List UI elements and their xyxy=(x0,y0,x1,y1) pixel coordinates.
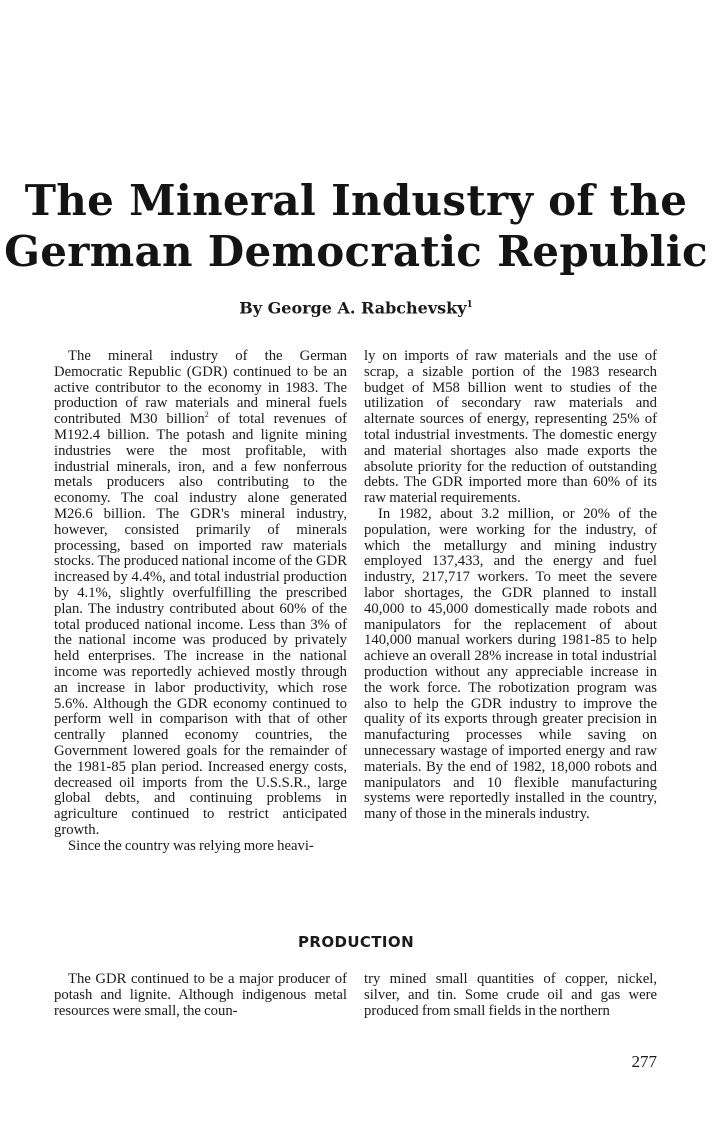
production-column-left xyxy=(54,972,347,1019)
production-paragraph-1-continued: try mined small quantities of copper, nickel, silver, and tin. Some crude oil and gas were produced from small fields in the northern xyxy=(364,971,657,1019)
intro-paragraph-2-continued: ly on imports of raw materials and the use of scrap, a sizable portion of the 1983 research budget of M58 billion went to studies of the utilization of secondary raw materials and alternate sources of energy, representing 25% of total industrial investments. The domestic energy and material shortages also made exports the absolute priority for the reduction of outstanding debts. The GDR imported more than 60% of its raw material requirements. xyxy=(364,348,657,507)
byline xyxy=(0,294,712,319)
production-column-right xyxy=(364,972,657,1019)
page-title-line-2: German Democratic Republic xyxy=(4,227,708,276)
intro-column-left xyxy=(54,349,347,855)
intro-paragraph-2: Since the country was relying more heavi- xyxy=(68,837,314,854)
production-paragraph-1: The GDR continued to be a major producer of potash and lignite. Although indigenous metal resources were small, the coun- xyxy=(54,971,347,1019)
author-footnote-mark: 1 xyxy=(466,300,473,310)
page-title-line-1: The Mineral Industry of the xyxy=(24,176,688,225)
intro-column-right xyxy=(364,349,657,823)
intro-paragraph-1-text-b: of total revenues of M192.4 billion. The potash and lignite mining industries were the most profitable, with industrial minerals, iron, and a few nonferrous metals producers also contributing to the economy. The coal industry alone generated M26.6 billion. The GDR's mineral industry, however, consisted primarily of minerals processing, based on imported raw materials stocks. The produced national income of the GDR increased by 4.4%, and total industrial production by 4.1%, slightly overfulfilling the prescribed plan. The industry contributed about 60% of the total produced national income. Less than 3% of the national income was produced by privately held enterprises. The increase in the national income was reportedly achieved mostly through an increase in labor productivity, which rose 5.6%. Although the GDR economy continued to perform well in comparison with that of other centrally planned economy countries, the Government lowered goals for the remainder of the 1981-85 plan period. Increased energy costs, decreased oil imports from the U.S.S.R., large global debts, and continuing problems in agriculture continued to restrict anticipated growth. xyxy=(54,411,347,838)
intro-paragraph-1 xyxy=(54,349,347,839)
author-name: By George A. Rabchevsky xyxy=(239,298,467,318)
footnote-mark-2: 2 xyxy=(204,410,209,420)
intro-paragraph-1-text-a: The mineral industry of the German Democratic Republic (GDR) continued to be an active contributor to the economy in 1983. The production of raw materials and mineral fuels contributed M30 billion xyxy=(54,348,347,428)
page-number: 277 xyxy=(631,1052,657,1071)
section-heading-production: PRODUCTION xyxy=(297,933,415,951)
intro-paragraph-3: In 1982, about 3.2 million, or 20% of the population, were working for the industry, of which the metallurgy and mining industry employed 137,433, and the energy and fuel industry, 217,717 workers. To meet the severe labor shortages, the GDR planned to install 40,000 to 45,000 domestically made robots and manipulators for the replacement of about 140,000 manual workers during 1981-85 to help achieve an overall 28% increase in total industrial production without any appreciable increase in the work force. The robotization program was also to help the GDR industry to improve the quality of its exports through greater precision in manufacturing processes while saving on unnecessary wastage of imported energy and raw materials. By the end of 1982, 18,000 robots and manipulators and 10 flexible manufacturing systems were reportedly installed in the country, many of those in the minerals industry. xyxy=(364,505,657,823)
